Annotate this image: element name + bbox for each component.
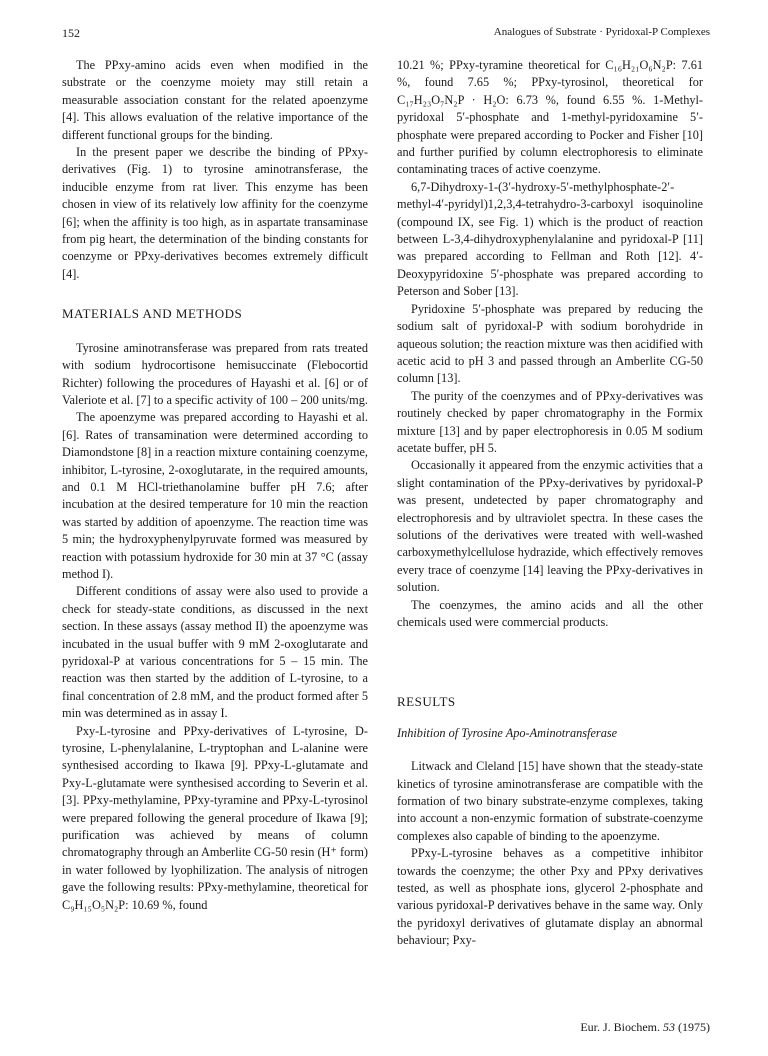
left-column [62, 57, 368, 914]
section-heading-methods: MATERIALS AND METHODS [62, 306, 243, 322]
intro-paragraph-1: The PPxy-amino acids even when modified in the substrate or the coenzyme moiety may still retain a measurable association constant for the related apoenzyme [4]. This allows evaluation of the relative importance of the different functional groups for the binding. [62, 58, 368, 142]
continuation-paragraph: 10.21 %; PPxy-tyramine theoretical for C₁₆H₂₁O₆N₂P: 7.61 %, found 7.65 %; PPxy-tyrosinol, theoretical for C₁₇H₂₃O₇N₂P · H₂O: 6.73 %, found 6.55 %. 1-Methyl-pyridoxal 5′-phosphate and 1-methyl-pyridoxamine 5′-phosphate were prepared according to Pocker and Fisher [10] and further purified by column electrophoresis to eliminate contaminating traces of active coenzyme. [397, 58, 703, 177]
journal-year: (1975) [678, 1020, 710, 1034]
methods-paragraph-5: 6,7-Dihydroxy-1-(3′-hydroxy-5′-methylphosphate-2′-methyl-4′-pyridyl)1,2,3,4-tetrahydro-3-carboxyl isoquinoline (compound IX, see Fig. 1) which is the product of reaction between L-3,4-dihydroxyphenylalanine and pyridoxal-P [11] was prepared according to Fellman and Roth [12]. 4′-Deoxypyridoxine 5′-phosphate was prepared according to Peterson and Sober [13]. [397, 179, 703, 299]
methods-paragraph-7: The purity of the coenzymes and of PPxy-derivatives was routinely checked by paper chromatography in the Formix mixture [13] and by paper electrophoresis in 0.05 M sodium acetate buffer, pH 5. [397, 388, 703, 455]
methods-paragraph-3: Different conditions of assay were also used to provide a check for steady-state conditions, as discussed in the next section. In these assays (assay method II) the apoenzyme was incubated in the usual buffer with 9 mM 2-oxoglutarate and pyridoxal-P at various concentrations for 5 – 15 min. The reaction was then started by the addition of L-tyrosine, to a final concentration of 2.8 mM, and the product formed after 5 min was determined as in assay I. [62, 584, 368, 721]
journal-name: Eur. J. Biochem. [580, 1020, 660, 1034]
methods-paragraph-9: The coenzymes, the amino acids and all the other chemicals used were commercial products. [397, 597, 703, 629]
journal-volume: 53 [663, 1020, 675, 1034]
right-column [397, 57, 703, 950]
subsection-heading: Inhibition of Tyrosine Apo-Aminotransferase [397, 725, 618, 740]
methods-paragraph-6: Pyridoxine 5′-phosphate was prepared by reducing the sodium salt of pyridoxal-P with sodium borohydride in aqueous solution; the reaction mixture was then acidified with acetic acid to pH 3 and passed through an Amberlite CG-50 column [13]. [397, 301, 703, 386]
methods-paragraph-8: Occasionally it appeared from the enzymic activities that a slight contamination of the PPxy-derivatives by pyridoxal-P was present, undetected by paper chromatography and electrophoresis and by ultraviolet spectra. In these cases the solutions of the derivatives were treated with well-washed carboxymethylcellulose hydrazide, which effectively removes every trace of coenzyme [14] leaving the PPxy-derivatives in solution. [397, 458, 703, 595]
results-paragraph-1: Litwack and Cleland [15] have shown that the steady-state kinetics of tyrosine aminotransferase are compatible with the formation of two binary substrate-enzyme complexes, taking into account a non-enzymic formation of substrate-coenzyme complexes also capable of binding to the apoenzyme. [397, 759, 703, 843]
results-paragraph-2: PPxy-L-tyrosine behaves as a competitive inhibitor towards the coenzyme; the other Pxy and PPxy derivatives tested, as well as phosphate ions, glycerol 2-phosphate and various pyridoxal-P derivatives behave in the same way. Only the pyridoxyl derivatives of glutamate display an abnormal behaviour; Pxy- [397, 846, 703, 948]
running-title: Analogues of Substrate · Pyridoxal-P Complexes [493, 26, 710, 38]
intro-paragraph-2: In the present paper we describe the binding of PPxy-derivatives (Fig. 1) to tyrosine aminotransferase, the inducible enzyme from rat liver. This enzyme has been chosen in view of its relatively low affinity for the coenzyme [6]; when the affinity is too high, as in aspartate transaminase from pig heart, the determination of the binding constants for coenzyme or PPxy-derivatives becomes extremely difficult [4]. [62, 145, 368, 281]
methods-paragraph-4: Pxy-L-tyrosine and PPxy-derivatives of L-tyrosine, D-tyrosine, L-phenylalanine, L-tryptophan and L-alanine were synthesised according to Ikawa [9]. PPxy-L-glutamate and Pxy-L-glutamate were synthesised according to Severin et al. [3]. PPxy-methylamine, PPxy-tyramine and PPxy-L-tyrosinol were prepared following the general procedure of Ikawa [9]; purification was achieved by means of column chromatography through an Amberlite CG-50 resin (H⁺ form) in water followed by lyophilization. The analysis of nitrogen gave the following results: PPxy-methylamine, theoretical for C₉H₁₅O₅N₂P: 10.69 %, found [62, 723, 368, 912]
methods-paragraph-2: The apoenzyme was prepared according to Hayashi et al. [6]. Rates of transamination were determined according to Diamondstone [8] in a reaction mixture containing coenzyme, inhibitor, L-tyrosine, 2-oxoglutarate, in the required amounts, and 0.1 M HCl-triethanolamine buffer pH 7.6; after incubation at the desired temperature for 10 min the reaction was started by addition of apoenzyme. The reaction time was 5 min; the hydroxyphenylpyruvate formed was measured by reaction with potassium hydroxide for 30 min at 37 °C (assay method I). [62, 410, 368, 581]
methods-paragraph-1: Tyrosine aminotransferase was prepared from rats treated with sodium hydrocortisone hemisuccinate (Flebocortid Richter) following the procedures of Hayashi et al. [6] or of Valeriote et al. [7] to a specific activity of 100 – 200 units/mg. [62, 340, 368, 407]
section-heading-results: RESULTS [397, 694, 456, 710]
journal-footer [580, 1020, 710, 1035]
page-number: 152 [62, 26, 80, 40]
